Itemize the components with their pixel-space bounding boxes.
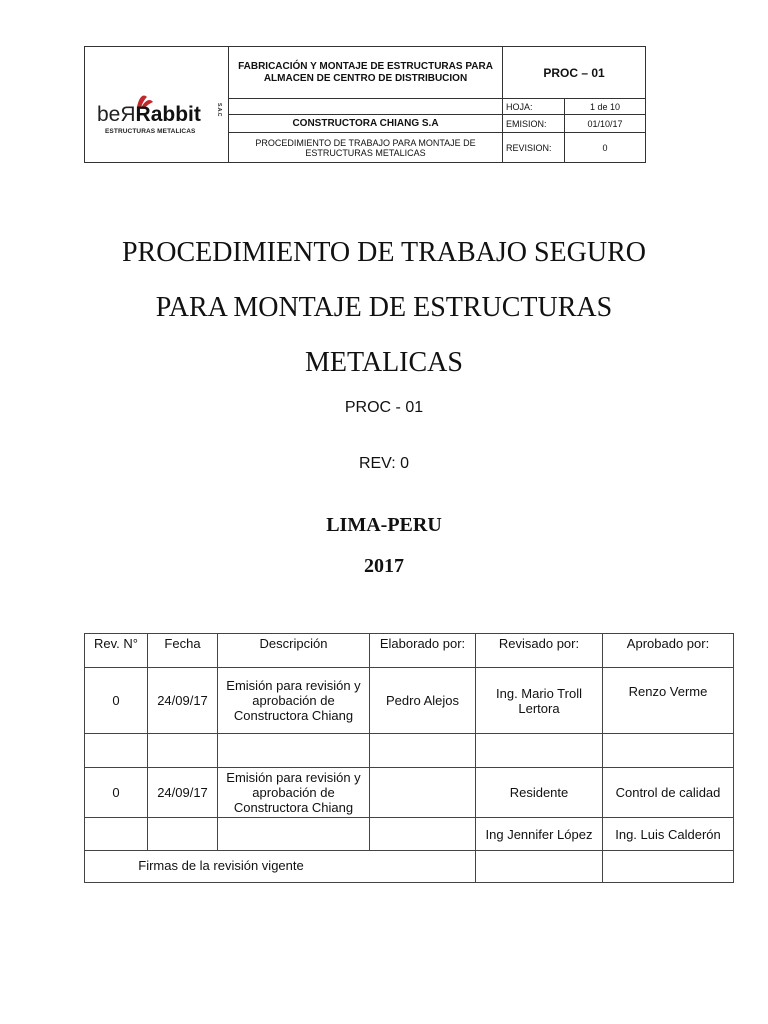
revision-value: 0 [602, 142, 608, 153]
table-row-empty [85, 734, 734, 768]
logo-part2: Rabbit [135, 103, 201, 126]
title-line-3: METALICAS [305, 347, 463, 378]
footer-label: Firmas de la revisión vigente [85, 851, 476, 883]
cell-aprobado: Control de calidad [603, 768, 734, 818]
document-header [84, 46, 646, 163]
empty-cell [476, 734, 603, 768]
cell-empty [370, 818, 476, 851]
company-logo [97, 95, 223, 139]
title-line-2: PARA MONTAJE DE ESTRUCTURAS [155, 292, 613, 323]
header-descripcion: Descripción [218, 634, 370, 668]
cell-elaborado [370, 768, 476, 818]
cell-rev-no: 0 [85, 668, 148, 734]
cell-rev-no: 0 [85, 768, 148, 818]
header-elaborado: Elaborado por: [370, 634, 476, 668]
cell-aprobado: Renzo Verme [603, 668, 734, 734]
procedure-description: PROCEDIMIENTO DE TRABAJO PARA MONTAJE DE ESTRUCTURAS METALICAS [229, 133, 503, 162]
emision-label: EMISION: [503, 115, 565, 133]
cell-empty [148, 818, 218, 851]
empty-cell [218, 734, 370, 768]
cell-descripcion: Emisión para revisión y aprobación de Constructora Chiang [218, 668, 370, 734]
hoja-value: 1 de 10 [565, 99, 645, 115]
empty-cell [603, 734, 734, 768]
logo-subtitle: ESTRUCTURAS METALICAS [105, 128, 196, 135]
header-aprobado: Aprobado por: [603, 634, 734, 668]
cell-elaborado: Pedro Alejos [370, 668, 476, 734]
header-revisado: Revisado por: [476, 634, 603, 668]
rev-label: REV: 0 [358, 455, 410, 472]
cell-revisado: Ing. Mario Troll Lertora [476, 668, 603, 734]
cell-aprobador-name: Ing. Luis Calderón [603, 818, 734, 851]
table-row [85, 768, 734, 818]
table-row-signatures [85, 818, 734, 851]
header-fecha: Fecha [148, 634, 218, 668]
title-line-1: PROCEDIMIENTO DE TRABAJO SEGURO [121, 237, 646, 268]
empty-cell [370, 734, 476, 768]
cell-revisor-name: Ing Jennifer López [476, 818, 603, 851]
location: LIMA-PERU [326, 514, 442, 536]
table-row [85, 668, 734, 734]
logo-suffix: S.A.C [216, 103, 222, 117]
revision-label: REVISION: [503, 133, 565, 162]
empty-cell [148, 734, 218, 768]
header-rev-no: Rev. N° [85, 634, 148, 668]
proc-code: PROC – 01 [503, 47, 645, 99]
logo-cell [85, 47, 229, 162]
cell-empty [218, 818, 370, 851]
client-name: CONSTRUCTORA CHIANG S.A [229, 115, 503, 133]
cell-descripcion: Emisión para revisión y aprobación de Constructora Chiang [218, 768, 370, 818]
cell-fecha: 24/09/17 [148, 768, 218, 818]
emision-value: 01/10/17 [565, 115, 645, 133]
doc-code: PROC - 01 [344, 399, 424, 416]
cell-empty [85, 818, 148, 851]
project-title: FABRICACIÓN Y MONTAJE DE ESTRUCTURAS PARA ALMACEN DE CENTRO DE DISTRIBUCION [229, 47, 503, 99]
revision-table [84, 633, 734, 883]
logo-wordmark [97, 103, 201, 127]
table-header-row [85, 634, 734, 668]
cell-revisado: Residente [476, 768, 603, 818]
table-footer-row [85, 851, 734, 883]
cell-fecha: 24/09/17 [148, 668, 218, 734]
footer-sign-cell [476, 851, 603, 883]
year: 2017 [364, 555, 404, 577]
empty-cell [85, 734, 148, 768]
hoja-label: HOJA: [503, 99, 565, 115]
footer-sign-cell [603, 851, 734, 883]
blank-cell [229, 99, 503, 115]
logo-part1: beЯ [97, 103, 136, 126]
